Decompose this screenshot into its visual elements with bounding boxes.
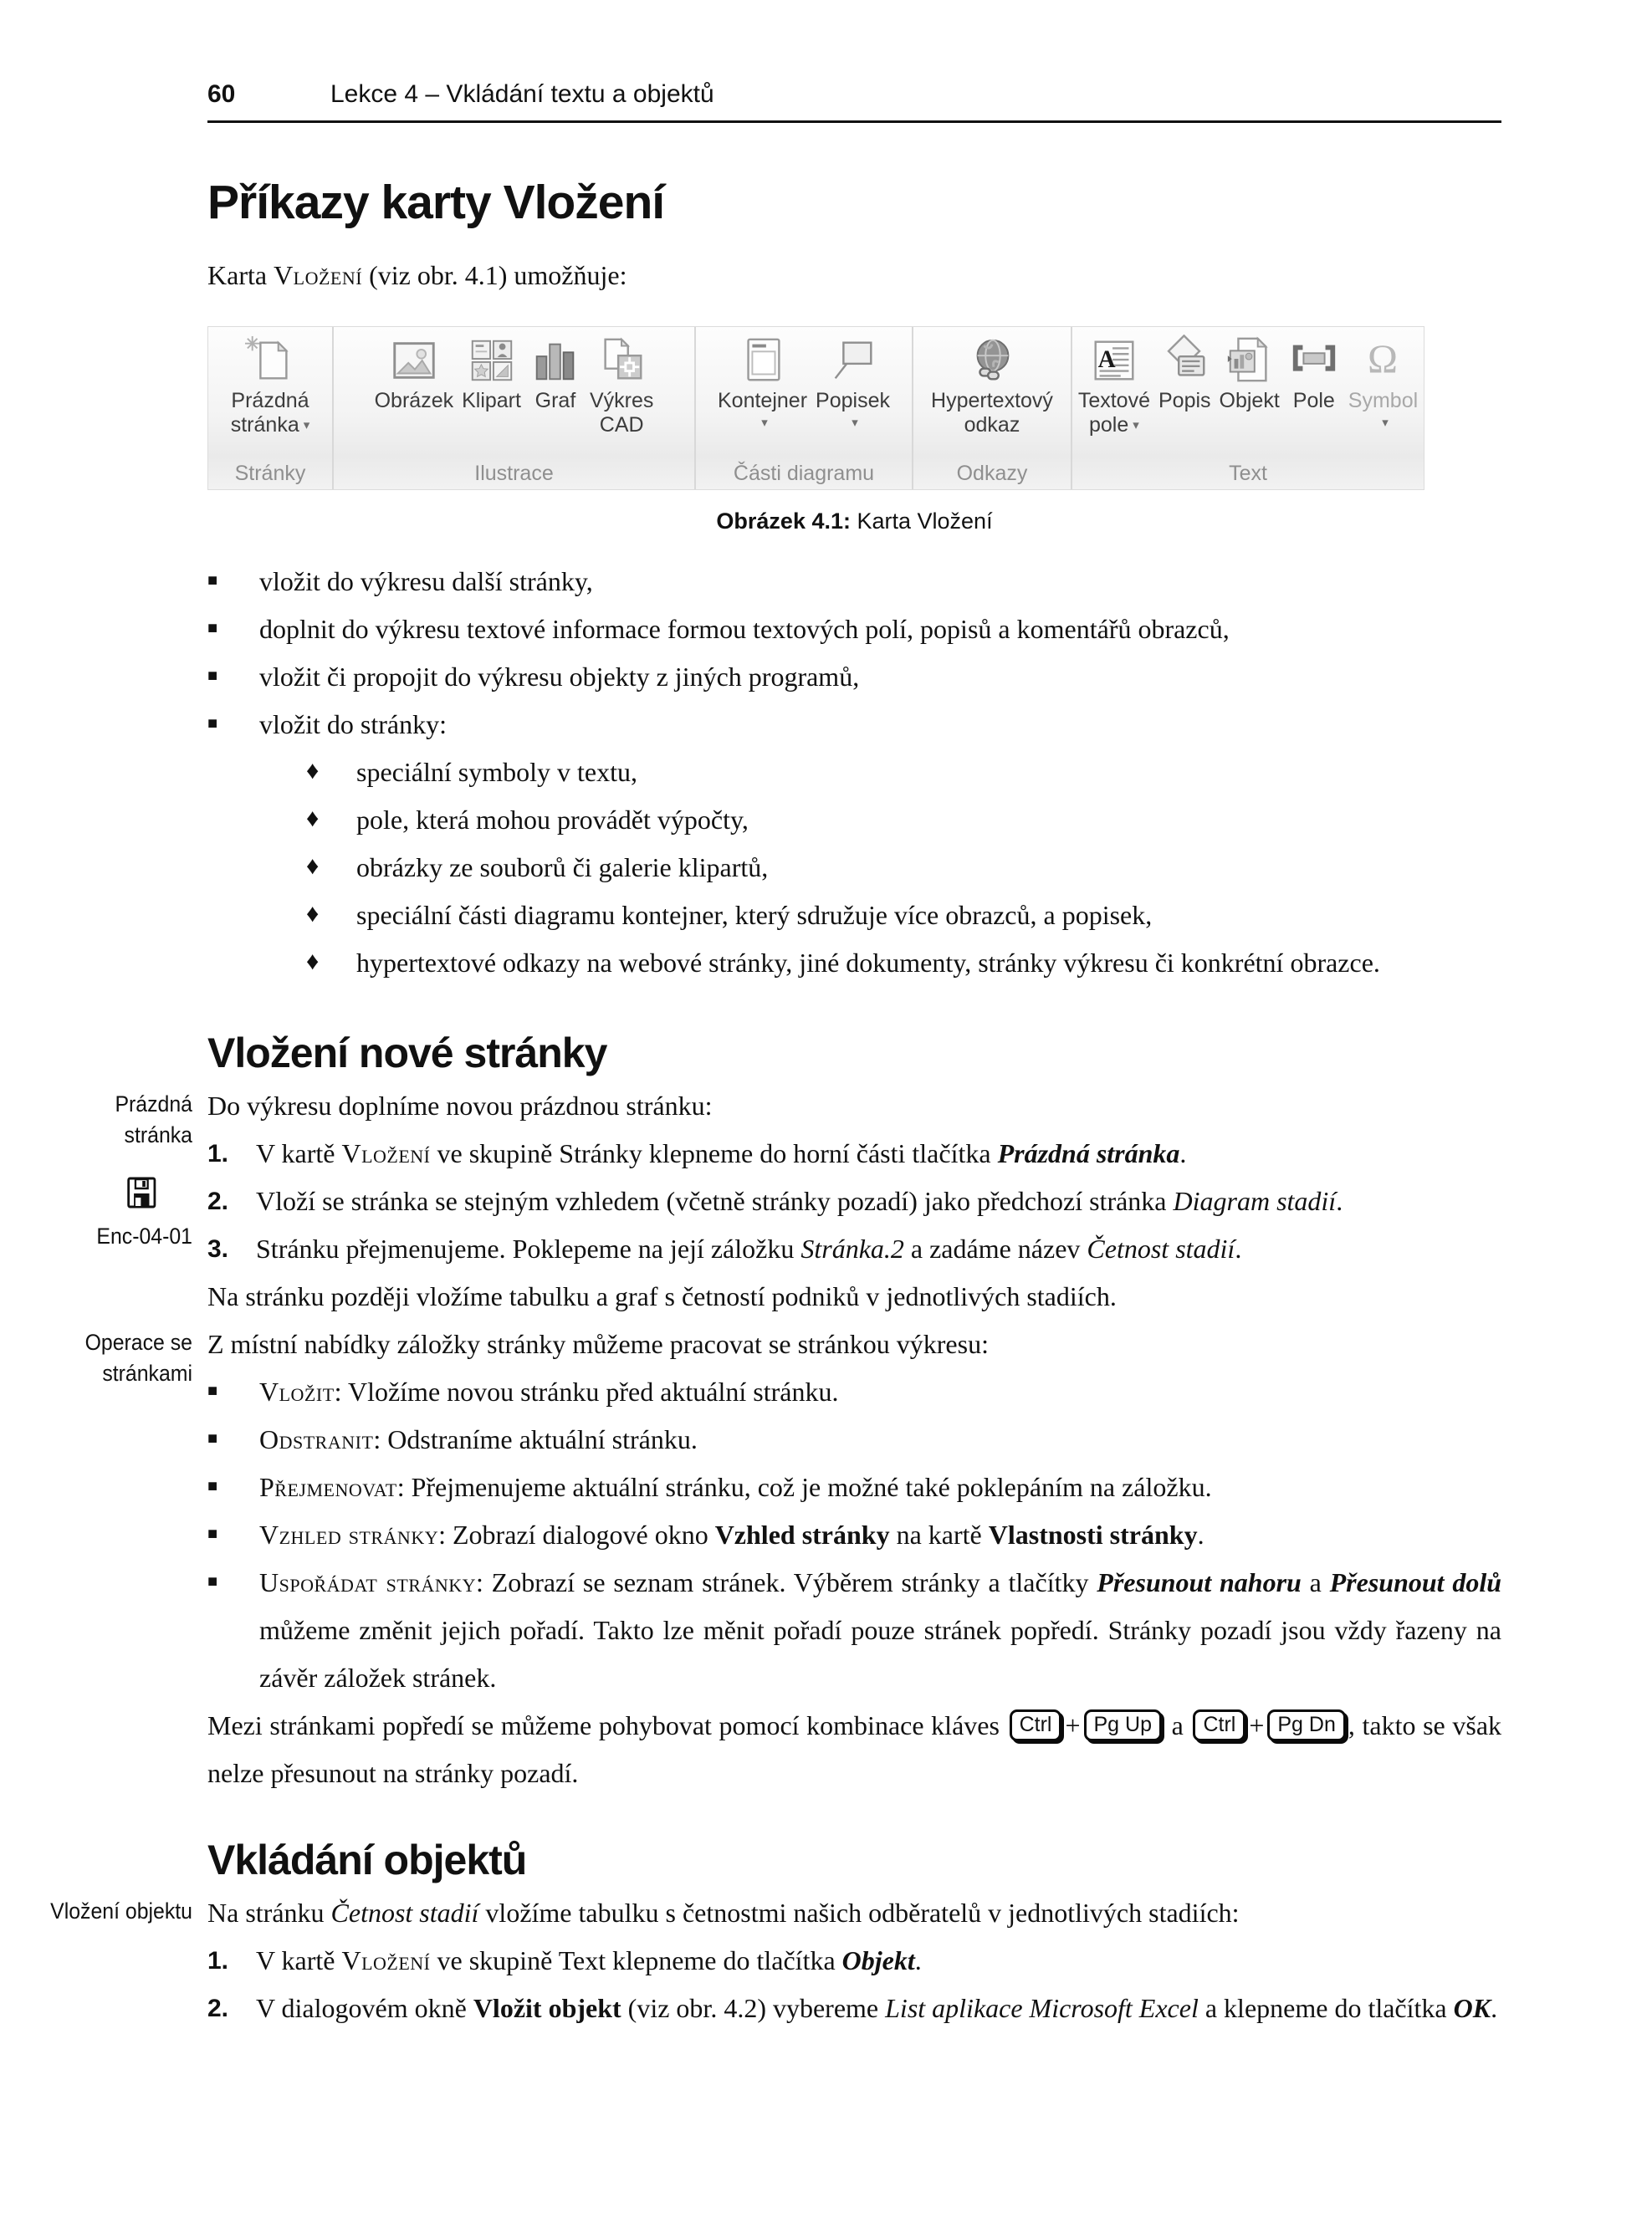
dropdown-arrow-icon: ▾ xyxy=(852,416,858,430)
page-operations-list xyxy=(207,1368,1501,1702)
diamond-bullet-icon: ♦ xyxy=(306,900,320,927)
lead-paragraph-new-page: Prázdná stránka Do výkresu doplníme novou prázdnou stránku: xyxy=(207,1082,1501,1130)
chapter-title: Lekce 4 – Vkládání textu a objektů xyxy=(330,80,714,108)
paragraph-table-chart: Na stránku později vložíme tabulku a graf s četností podniků v jednotlivých stadiích. xyxy=(207,1281,1117,1311)
square-bullet-icon: ■ xyxy=(207,1429,218,1448)
step-number: 2. xyxy=(207,1188,229,1215)
hyperlink-globe-icon xyxy=(966,335,1018,386)
section-heading-prikazy-karty-vlozeni: Příkazy karty Vložení xyxy=(207,176,665,229)
ribbon-button-textove-pole[interactable]: A Textové pole ▾ xyxy=(1074,333,1154,439)
ribbon-button-prazdna-stranka[interactable]: Prázdná stránka ▾ xyxy=(227,333,315,439)
square-bullet-icon: ■ xyxy=(207,1525,218,1543)
step-number: 1. xyxy=(207,1140,229,1168)
ribbon-button-symbol[interactable]: Ω Symbol ▾ xyxy=(1344,333,1422,439)
step-item: 3. Stránku přejmenujeme. Poklepeme na její záložku Stránka.2 a zadáme název Četnost stadií. xyxy=(207,1225,1501,1273)
field-icon xyxy=(1288,335,1340,386)
ribbon-group-label: Odkazy xyxy=(956,461,1028,485)
text-box-icon xyxy=(1088,335,1140,386)
square-bullet-icon: ■ xyxy=(207,1382,218,1400)
ribbon-group-stranky xyxy=(208,327,334,489)
insert-ribbon-screenshot xyxy=(207,326,1424,490)
sub-list-item: ♦ hypertextové odkazy na webové stránky, jiné dokumenty, stránky výkresu či konkrétní obrazce. xyxy=(306,939,1501,987)
ribbon-group-casti-diagramu xyxy=(696,327,913,489)
square-bullet-icon: ■ xyxy=(207,1572,218,1591)
floppy-disk-icon xyxy=(126,1176,157,1209)
diamond-bullet-icon: ♦ xyxy=(306,948,320,975)
step-item: 1. V kartě Vložení ve skupině Text klepneme do tlačítka Objekt. xyxy=(207,1937,1501,1985)
dropdown-arrow-icon: ▾ xyxy=(761,416,768,430)
step-item: 1. V kartě Vložení ve skupině Stránky klepneme do horní části tlačítka Prázdná stránka. xyxy=(207,1130,1501,1178)
step-number: 1. xyxy=(207,1947,229,1975)
sub-list-item: ♦ pole, která mohou provádět výpočty, xyxy=(306,796,1501,844)
sub-list-item: ♦ obrázky ze souborů či galerie klipartů, xyxy=(306,844,1501,892)
margin-note-operace-se-strankami: Operace se stránkami xyxy=(84,1330,192,1386)
screen-tip-icon xyxy=(1158,335,1210,386)
section-heading-vlozeni-nove-stranky: Vložení nové stránky xyxy=(207,1030,607,1076)
ribbon-group-label: Ilustrace xyxy=(474,461,554,485)
section-heading-vkladani-objektu: Vkládání objektů xyxy=(207,1837,527,1883)
list-item: ■ Vložit: Vložíme novou stránku před aktuální stránku. xyxy=(207,1368,1501,1416)
button-label: Prázdná xyxy=(231,389,309,412)
chart-icon xyxy=(529,335,581,386)
sub-list-item: ♦ speciální části diagramu kontejner, který sdružuje více obrazců, a popisek, xyxy=(306,892,1501,939)
figure-caption-text: Karta Vložení xyxy=(850,508,993,534)
ribbon-button-kontejner[interactable]: Kontejner ▾ xyxy=(713,333,811,439)
list-item: ■ doplnit do výkresu textové informace formou textových polí, popisů a komentářů obrazců, xyxy=(207,606,1501,653)
figure-4-1 xyxy=(207,326,1501,534)
insert-object-steps xyxy=(207,1937,1501,2032)
ribbon-group-label: Text xyxy=(1229,461,1267,485)
ribbon-button-pole[interactable]: Pole xyxy=(1284,333,1344,415)
lead-paragraph-objects: Vložení objektu Na stránku Četnost stadií vložíme tabulku s četnostmi našich odběratelů v jednotlivých stadiích: xyxy=(207,1889,1501,1937)
ribbon-group-odkazy xyxy=(913,327,1072,489)
callout-icon xyxy=(827,335,879,386)
symbol-omega-icon xyxy=(1357,335,1409,386)
ribbon-button-obrazek[interactable]: Obrázek xyxy=(371,333,458,415)
ribbon-button-objekt[interactable]: Objekt xyxy=(1215,333,1284,415)
square-bullet-icon: ■ xyxy=(207,714,218,733)
ribbon-group-label: Části diagramu xyxy=(733,461,875,485)
step-item: Enc-04-01 2. Vloží se stránka se stejným vzhledem (včetně stránky pozadí) jako předchozí stránka Diagram stadií. xyxy=(207,1178,1501,1225)
square-bullet-icon: ■ xyxy=(207,619,218,637)
figure-caption-label: Obrázek 4.1: xyxy=(716,508,851,534)
ribbon-group-text xyxy=(1072,327,1424,489)
ribbon-group-ilustrace xyxy=(334,327,696,489)
dropdown-arrow-icon: ▾ xyxy=(1133,418,1139,432)
ribbon-button-klipart[interactable]: Klipart xyxy=(458,333,525,415)
ribbon-button-graf[interactable]: Graf xyxy=(525,333,586,415)
margin-note-prazdna-stranka: Prázdná stránka xyxy=(115,1091,192,1147)
container-icon xyxy=(737,335,789,386)
intro-paragraph: Karta Vložení (viz obr. 4.1) umožňuje: xyxy=(207,260,627,290)
diamond-bullet-icon: ♦ xyxy=(306,757,320,784)
list-item: ■ vložit do výkresu další stránky, xyxy=(207,558,1501,606)
paragraph-keyboard-shortcuts: Mezi stránkami popředí se můžeme pohybovat pomocí kombinace kláves Ctrl + Pg Up a Ctrl + Pg Dn , takto se však nelze přesunout na stránky pozadí. xyxy=(207,1710,1502,1788)
svg-text:A: A xyxy=(1097,345,1116,373)
diamond-bullet-icon: ♦ xyxy=(306,852,320,880)
square-bullet-icon: ■ xyxy=(207,1477,218,1495)
dropdown-arrow-icon: ▾ xyxy=(303,418,310,432)
margin-note-vlozeni-objektu: Vložení objektu xyxy=(50,1898,192,1924)
list-item: ■ vložit či propojit do výkresu objekty z jiných programů, xyxy=(207,653,1501,701)
list-item: ■ Vzhled stránky: Zobrazí dialogové okno Vzhled stránky na kartě Vlastnosti stránky. xyxy=(207,1511,1501,1559)
new-page-steps xyxy=(96,1130,1501,1273)
step-number: 2. xyxy=(207,1995,229,2022)
insert-tab-capabilities-list xyxy=(207,558,1501,987)
new-page-icon xyxy=(244,335,296,386)
file-code: Enc-04-01 xyxy=(96,1224,192,1249)
ribbon-button-hypertextovy-odkaz[interactable]: Hypertextový odkaz xyxy=(927,333,1057,439)
square-bullet-icon: ■ xyxy=(207,667,218,685)
insert-object-icon xyxy=(1224,335,1276,386)
clipart-icon xyxy=(466,335,518,386)
list-item: ■ Přejmenovat: Přejmenujeme aktuální stránku, což je možné také poklepáním na záložku. xyxy=(207,1464,1501,1511)
sub-list-item: ♦ speciální symboly v textu, xyxy=(306,749,1501,796)
svg-text:Ω: Ω xyxy=(1368,337,1399,382)
ribbon-button-popis[interactable]: Popis xyxy=(1154,333,1215,415)
list-item: ■ Uspořádat stránky: Zobrazí se seznam stránek. Výběrem stránky a tlačítky Přesunout nahoru a Přesunout dolů můžeme změnit jejich pořadí. Takto lze měnit pořadí pouze stránek popředí. Stránky pozadí jsou vždy řazeny na závěr záložek stránek. xyxy=(207,1559,1501,1702)
cad-drawing-icon xyxy=(596,335,647,386)
page-number: 60 xyxy=(207,80,236,108)
running-head xyxy=(207,0,1501,123)
step-item: 2. V dialogovém okně Vložit objekt (viz obr. 4.2) vybereme List aplikace Microsoft Excel a klepneme do tlačítka OK. xyxy=(207,1985,1501,2032)
square-bullet-icon: ■ xyxy=(207,571,218,590)
ribbon-group-label: Stránky xyxy=(234,461,306,485)
list-item: ■ vložit do stránky: xyxy=(207,701,1501,749)
paragraph-context-menu: Operace se stránkami Z místní nabídky záložky stránky můžeme pracovat se stránkou výkresu: xyxy=(207,1321,1501,1368)
insert-into-page-sublist xyxy=(207,749,1501,987)
diamond-bullet-icon: ♦ xyxy=(306,805,320,832)
ribbon-button-popisek[interactable]: Popisek ▾ xyxy=(811,333,894,439)
figure-caption xyxy=(207,508,1501,534)
list-item: ■ Odstranit: Odstraníme aktuální stránku. xyxy=(207,1416,1501,1464)
dropdown-arrow-icon: ▾ xyxy=(1382,416,1389,430)
picture-icon xyxy=(388,335,440,386)
margin-note-file xyxy=(48,1176,192,1252)
ribbon-button-vykres-cad[interactable]: Výkres CAD xyxy=(586,333,657,439)
step-number: 3. xyxy=(207,1235,229,1263)
